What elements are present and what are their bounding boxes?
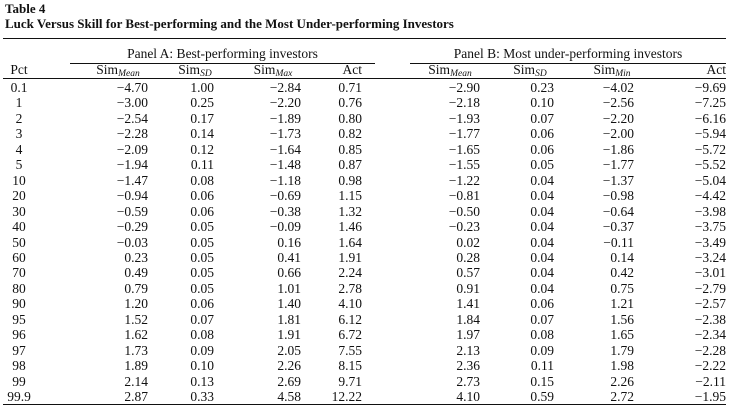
cell-value: 1.32	[338, 203, 362, 219]
cell-value: 0.71	[338, 80, 362, 95]
cell-value: 0.04	[530, 203, 554, 219]
cell-value: −0.64	[602, 203, 634, 219]
cell-value: −0.29	[116, 219, 148, 235]
cell-value: 0.12	[190, 141, 214, 157]
bottom-rule	[3, 404, 726, 405]
cell-value: 1.20	[124, 296, 148, 312]
cell-value: 0.49	[124, 265, 148, 281]
cell-value: −3.24	[694, 249, 726, 265]
cell-value: 0.10	[530, 95, 554, 111]
cell-pct: 10	[12, 172, 26, 188]
cell-pct: 5	[15, 157, 23, 173]
header-label: Act	[342, 62, 362, 77]
cell-value: 0.04	[530, 280, 554, 296]
cell-value: 2.26	[610, 373, 634, 389]
cell-value: −1.73	[269, 126, 301, 142]
header-panel-a-col-2	[155, 62, 235, 82]
header-subscript: SD	[200, 69, 212, 79]
cell-value: 1.46	[338, 219, 362, 235]
cell-value: 0.59	[530, 389, 554, 404]
cell-value: −0.81	[448, 188, 480, 204]
cell-value: −2.09	[116, 141, 148, 157]
cell-value: 0.05	[190, 265, 214, 281]
cell-value: −1.94	[116, 157, 148, 173]
cell-pct: 70	[12, 265, 26, 281]
cell-value: 0.04	[530, 234, 554, 250]
cell-value: −0.11	[603, 234, 634, 250]
cell-value: 1.98	[610, 358, 634, 374]
cell-value: 0.79	[124, 280, 148, 296]
cell-value: 0.05	[190, 234, 214, 250]
cell-value: 0.23	[124, 249, 148, 265]
cell-pct: 30	[12, 203, 26, 219]
cell-value: 1.81	[277, 311, 301, 327]
cell-value: 2.36	[456, 358, 480, 374]
cell-value: 1.41	[456, 296, 480, 312]
header-subscript: Max	[275, 69, 293, 79]
header-subscript: Min	[615, 69, 631, 79]
header-panel-a-col-3	[233, 62, 313, 82]
cell-value: −2.57	[694, 296, 726, 312]
cell-value: −2.79	[694, 280, 726, 296]
cell-value: 0.91	[456, 280, 480, 296]
cell-value: 4.58	[277, 389, 301, 404]
header-label: Sim	[253, 62, 276, 77]
cell-value: 2.78	[338, 280, 362, 296]
cell-value: 0.09	[190, 342, 214, 358]
cell-value: −2.84	[269, 80, 301, 95]
cell-value: 0.75	[610, 280, 634, 296]
cell-value: −7.25	[694, 95, 726, 111]
cell-value: −5.04	[694, 172, 726, 188]
cell-value: −2.11	[695, 373, 726, 389]
cell-value: −5.94	[694, 126, 726, 142]
cell-pct: 2	[15, 110, 23, 126]
cell-value: −4.42	[694, 188, 726, 204]
cell-value: 1.62	[124, 327, 148, 343]
cell-value: 2.05	[277, 342, 301, 358]
cell-value: −2.22	[694, 358, 726, 374]
header-pct: Pct	[10, 62, 28, 77]
cell-pct: 90	[12, 296, 26, 312]
cell-pct: 60	[12, 249, 26, 265]
cell-value: 1.91	[338, 249, 362, 265]
cell-value: 1.65	[610, 327, 634, 343]
cell-value: 0.02	[456, 234, 480, 250]
cell-value: −2.00	[602, 126, 634, 142]
cell-value: 1.01	[277, 280, 301, 296]
cell-value: 1.15	[338, 188, 362, 204]
header-panel-a-col-4	[302, 62, 362, 78]
header-subscript: Mean	[118, 69, 140, 79]
cell-value: 0.06	[530, 126, 554, 142]
header-panel-b-col-1	[410, 62, 490, 82]
cell-value: −2.18	[448, 95, 480, 111]
cell-value: −2.34	[694, 327, 726, 343]
cell-value: −1.86	[602, 141, 634, 157]
panel-a-title: Panel A: Best-performing investors	[127, 46, 318, 61]
cell-value: −0.59	[116, 203, 148, 219]
cell-value: −0.23	[448, 219, 480, 235]
header-panel-a-col-1	[78, 62, 158, 82]
cell-pct: 80	[12, 280, 26, 296]
cell-value: −0.38	[269, 203, 301, 219]
cell-value: 0.98	[338, 172, 362, 188]
header-label: Sim	[593, 62, 616, 77]
cell-value: 0.08	[190, 327, 214, 343]
cell-value: −0.98	[602, 188, 634, 204]
cell-value: 0.06	[190, 203, 214, 219]
header-subscript: Mean	[450, 69, 472, 79]
cell-value: −0.37	[602, 219, 634, 235]
cell-value: 2.73	[456, 373, 480, 389]
cell-value: 1.64	[338, 234, 362, 250]
cell-value: −2.90	[448, 80, 480, 95]
cell-value: −1.64	[269, 141, 301, 157]
cell-value: −0.09	[269, 219, 301, 235]
cell-value: 0.04	[530, 249, 554, 265]
cell-value: −1.37	[602, 172, 634, 188]
cell-value: 0.08	[530, 327, 554, 343]
cell-value: 1.84	[456, 311, 480, 327]
cell-value: −1.95	[694, 389, 726, 404]
cell-value: −3.01	[694, 265, 726, 281]
cell-value: 0.42	[610, 265, 634, 281]
cell-value: 6.12	[338, 311, 362, 327]
header-panel-b-col-4	[666, 62, 726, 78]
cell-value: 1.40	[277, 296, 301, 312]
cell-value: −0.03	[116, 234, 148, 250]
cell-value: −6.16	[694, 110, 726, 126]
cell-value: −2.20	[602, 110, 634, 126]
cell-value: 0.06	[530, 296, 554, 312]
cell-value: 0.11	[190, 157, 214, 173]
header-label: Sim	[96, 62, 119, 77]
cell-value: 0.80	[338, 110, 362, 126]
cell-value: 1.73	[124, 342, 148, 358]
cell-value: 2.26	[277, 358, 301, 374]
cell-value: 4.10	[456, 389, 480, 404]
cell-pct: 50	[12, 234, 26, 250]
cell-value: 12.22	[331, 389, 362, 404]
cell-value: 0.23	[530, 80, 554, 95]
cell-value: −2.28	[694, 342, 726, 358]
cell-value: 0.04	[530, 219, 554, 235]
cell-value: 0.04	[530, 188, 554, 204]
cell-value: −1.55	[448, 157, 480, 173]
cell-value: 1.79	[610, 342, 634, 358]
cell-value: 0.07	[190, 311, 214, 327]
header-label: Act	[706, 62, 726, 77]
table-title: Luck Versus Skill for Best-performing and the Most Under-performing Investors	[5, 16, 454, 31]
cell-value: −0.94	[116, 188, 148, 204]
cell-value: 0.07	[530, 110, 554, 126]
cell-value: 2.69	[277, 373, 301, 389]
cell-value: 0.06	[190, 188, 214, 204]
cell-value: 0.57	[456, 265, 480, 281]
cell-value: −3.00	[116, 95, 148, 111]
header-panel-b-col-2	[490, 62, 570, 82]
cell-value: −1.89	[269, 110, 301, 126]
cell-value: −1.65	[448, 141, 480, 157]
cell-pct: 4	[15, 141, 23, 157]
cell-value: 0.87	[338, 157, 362, 173]
cell-value: −1.93	[448, 110, 480, 126]
cell-value: −2.56	[602, 95, 634, 111]
cell-value: 0.05	[530, 157, 554, 173]
cell-value: 0.05	[190, 219, 214, 235]
cell-value: 1.21	[610, 296, 634, 312]
cell-value: −1.22	[448, 172, 480, 188]
cell-value: −1.48	[269, 157, 301, 173]
cell-value: 0.05	[190, 280, 214, 296]
cell-pct: 99	[12, 373, 26, 389]
cell-value: 0.05	[190, 249, 214, 265]
cell-value: 1.89	[124, 358, 148, 374]
cell-pct: 97	[12, 342, 26, 358]
cell-value: 0.28	[456, 249, 480, 265]
cell-value: 2.72	[610, 389, 634, 404]
header-label: Sim	[513, 62, 536, 77]
cell-value: −1.47	[116, 172, 148, 188]
cell-value: 4.10	[338, 296, 362, 312]
cell-value: −2.54	[116, 110, 148, 126]
cell-value: 0.16	[277, 234, 301, 250]
cell-pct: 98	[12, 358, 26, 374]
cell-value: −1.18	[269, 172, 301, 188]
cell-value: −4.70	[116, 80, 148, 95]
cell-value: 0.08	[190, 172, 214, 188]
cell-value: 0.11	[530, 358, 554, 374]
cell-value: 1.56	[610, 311, 634, 327]
cell-value: 0.66	[277, 265, 301, 281]
cell-value: −2.20	[269, 95, 301, 111]
cell-pct: 3	[15, 126, 23, 142]
cell-value: 0.07	[530, 311, 554, 327]
cell-value: 0.14	[190, 126, 214, 142]
cell-value: 0.15	[530, 373, 554, 389]
header-panel-b-col-3	[572, 62, 652, 82]
cell-pct: 0.1	[10, 80, 28, 95]
cell-value: 0.06	[190, 296, 214, 312]
cell-value: −2.38	[694, 311, 726, 327]
cell-pct: 99.9	[7, 389, 31, 404]
cell-value: 2.24	[338, 265, 362, 281]
header-subscript: SD	[535, 69, 547, 79]
cell-value: 0.04	[530, 265, 554, 281]
cell-value: 1.00	[190, 80, 214, 95]
cell-value: 0.82	[338, 126, 362, 142]
cell-value: 0.06	[530, 141, 554, 157]
cell-pct: 96	[12, 327, 26, 343]
cell-value: 0.10	[190, 358, 214, 374]
cell-value: −0.69	[269, 188, 301, 204]
cell-value: 0.33	[190, 389, 214, 404]
cell-value: −5.72	[694, 141, 726, 157]
cell-value: −4.02	[602, 80, 634, 95]
cell-value: 0.04	[530, 172, 554, 188]
cell-value: 0.14	[610, 249, 634, 265]
header-label: Sim	[178, 62, 201, 77]
panel-b-title: Panel B: Most under-performing investors	[453, 46, 683, 61]
cell-value: −9.69	[694, 80, 726, 95]
cell-value: −1.77	[602, 157, 634, 173]
cell-value: 2.14	[124, 373, 148, 389]
cell-pct: 95	[12, 311, 26, 327]
cell-value: 8.15	[338, 358, 362, 374]
cell-value: 0.41	[277, 249, 301, 265]
cell-value: 0.17	[190, 110, 214, 126]
cell-value: 0.25	[190, 95, 214, 111]
cell-value: 1.52	[124, 311, 148, 327]
cell-pct: 1	[15, 95, 23, 111]
cell-value: 0.09	[530, 342, 554, 358]
cell-pct: 40	[12, 219, 26, 235]
cell-value: 2.87	[124, 389, 148, 404]
table-label: Table 4	[5, 1, 46, 16]
cell-value: −0.50	[448, 203, 480, 219]
cell-value: 0.76	[338, 95, 362, 111]
cell-value: −2.28	[116, 126, 148, 142]
cell-value: 1.97	[456, 327, 480, 343]
cell-value: 0.13	[190, 373, 214, 389]
cell-value: 7.55	[338, 342, 362, 358]
header-label: Sim	[428, 62, 451, 77]
cell-value: −3.98	[694, 203, 726, 219]
cell-value: −1.77	[448, 126, 480, 142]
cell-value: 9.71	[338, 373, 362, 389]
cell-pct: 20	[12, 188, 26, 204]
cell-value: 0.85	[338, 141, 362, 157]
cell-value: 6.72	[338, 327, 362, 343]
cell-value: −5.52	[694, 157, 726, 173]
header-rule	[3, 78, 726, 79]
cell-value: −3.75	[694, 219, 726, 235]
cell-value: −3.49	[694, 234, 726, 250]
cell-value: 2.13	[456, 342, 480, 358]
cell-value: 1.91	[277, 327, 301, 343]
